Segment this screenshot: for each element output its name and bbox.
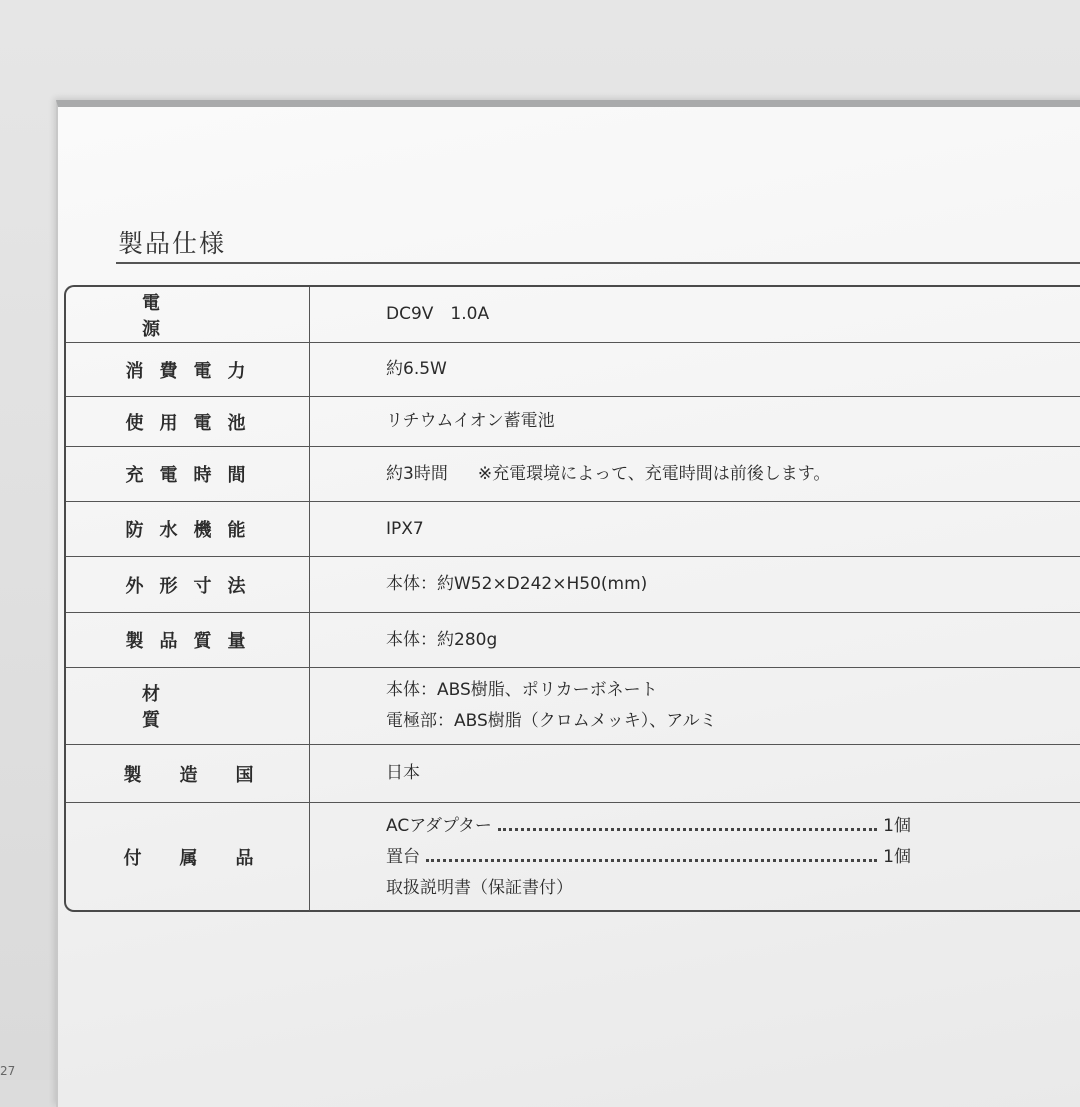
spec-value-line: IPX7 — [386, 518, 424, 539]
spec-value — [386, 745, 1080, 802]
spec-row-power-consumption — [66, 343, 1080, 397]
spec-label: 製造国 — [66, 745, 310, 802]
spec-value-line: 約3時間 — [386, 463, 448, 484]
accessory-name: 置台 — [386, 846, 420, 867]
accessory-item — [386, 873, 911, 904]
spec-value — [386, 668, 1080, 744]
accessory-item — [386, 811, 911, 842]
spec-label: 防水機能 — [66, 502, 310, 556]
spec-row-charge-time — [66, 447, 1080, 502]
spec-value-line: DC9V 1.0A — [386, 304, 490, 324]
spec-row-waterproof — [66, 502, 1080, 557]
spec-value — [386, 343, 1080, 396]
spec-value-line: 本体：約W52×D242×H50(mm) — [386, 574, 648, 594]
accessory-qty: 1個 — [883, 846, 911, 867]
spec-value — [386, 557, 1080, 612]
accessory-name: 取扱説明書（保証書付） — [386, 877, 573, 898]
spec-label: 消費電力 — [66, 343, 310, 396]
spec-row-power — [66, 287, 1080, 343]
accessory-name: ACアダプター — [386, 815, 492, 836]
page-number: 27 — [0, 1064, 16, 1078]
spec-value-line: リチウムイオン蓄電池 — [386, 411, 555, 431]
spec-label: 製品質量 — [66, 613, 310, 667]
spec-label: 電源 — [66, 287, 310, 342]
spec-row-weight — [66, 613, 1080, 668]
spec-value-line: 本体：約280g — [386, 629, 498, 650]
spec-value — [386, 803, 1080, 911]
spec-value-line: 約6.5W — [386, 359, 447, 379]
spec-value-line: 電極部：ABS樹脂（クロムメッキ）、アルミ — [386, 711, 717, 731]
spec-value — [386, 397, 1080, 446]
spec-table — [64, 285, 1080, 912]
spec-value-line: 日本 — [386, 763, 420, 783]
spec-note: ※充電環境によって、充電時間は前後します。 — [477, 463, 831, 484]
spec-label: 材質 — [66, 668, 310, 744]
spec-label: 使用電池 — [66, 397, 310, 446]
spec-value — [386, 613, 1080, 667]
title-underline — [116, 262, 1080, 264]
spec-value — [386, 447, 1080, 501]
spec-value — [386, 287, 1080, 342]
spec-row-accessories — [66, 803, 1080, 911]
spec-label: 付属品 — [66, 803, 310, 911]
spec-value-line: 本体：ABS樹脂、ポリカーボネート — [386, 680, 658, 700]
spec-row-material — [66, 668, 1080, 745]
dotted-leader — [426, 859, 877, 862]
dotted-leader — [498, 828, 877, 831]
spec-row-battery — [66, 397, 1080, 447]
spec-label: 充電時間 — [66, 447, 310, 501]
accessory-qty: 1個 — [883, 815, 911, 836]
spec-label: 外形寸法 — [66, 557, 310, 612]
accessory-item — [386, 842, 911, 873]
section-title: 製品仕様 — [118, 229, 227, 258]
spec-row-country — [66, 745, 1080, 803]
spec-row-dimensions — [66, 557, 1080, 613]
spec-value — [386, 502, 1080, 556]
